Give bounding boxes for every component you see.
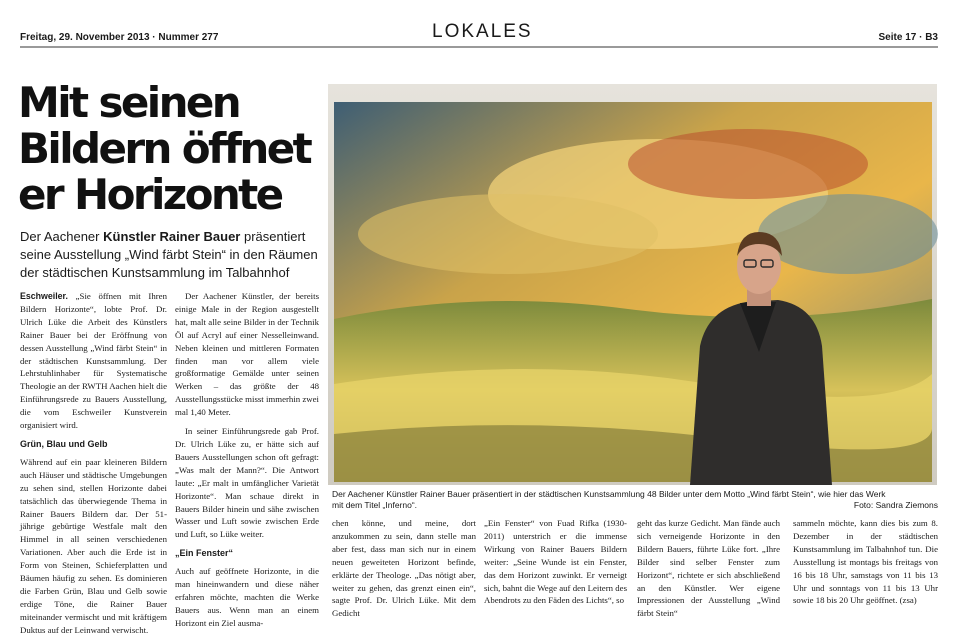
photo-caption (332, 489, 938, 511)
body-paragraph: Während auf ein paar kleineren Bildern auch Häuser und städtische Umgebungen zu sehen sind, stellen Horizonte dabei tatsächlich das überwiegende Thema in Rainer Bauers Bildern dar. Der 51-jährige gebürtige Westfale malt den Himmel in all seinen verschiedenen Variationen. Aber auch die Erde ist in Form von Steinen, Schieferplatten und Bäumen häufig zu sehen. Es dominieren die Farben Grün, Blau und Gelb sowie erdige Töne, die Rainer Bauer miteinander vermischt und mit kräftigem Duktus auf der Leinwand verwischt. (20, 456, 167, 635)
article-headline (18, 80, 318, 218)
body-paragraph: geht das kurze Gedicht. Man fände auch sich verneigende Horizonte in den Bildern Bauers, führte Lüke fort. „Ihre Bilder sind selber Fenster zum Horizont“, richtete er sich abschließend an den Künstler. Wer eigene Impressionen der Ausstellung „Wind färbt Stein“ (637, 518, 780, 619)
body-paragraph: In seiner Einführungsrede gab Prof. Dr. Ulrich Lüke zu, er hätte sich auf Bauers Ausstellungen schon oft gefragt: „Was malt der Mann?“. Die Antwort laute: „Er malt in umfänglicher Varietät Horizonte“. Man schaue direkt in Bauers Bilder hinein und sähe zwischen Wasser und Luft sowie zwischen Erde und Luft, so Lüke weiter. (175, 426, 319, 540)
text-column-2 (175, 290, 319, 628)
issue-date: Freitag, 29. November 2013 · Nummer 277 (20, 32, 219, 43)
text-column-3 (332, 517, 476, 619)
text-column-6 (793, 517, 938, 615)
subheading: Grün, Blau und Gelb (20, 438, 108, 449)
photo-credit: Foto: Sandra Ziemons (853, 500, 938, 510)
header-rule (20, 46, 938, 48)
body-paragraph: chen könne, und meine, dort anzukommen zu sein, dann stelle man aber fest, dass man sich nur in einem neuen geweiteten Horizont befinde, erklärte der Theologe. „Das nötigt aber, weiter zu gehen, das grenzt einen ein“, sagte Prof. Dr. Ulrich Lüke. Mit dem Gedicht (332, 518, 476, 619)
section-title: LOKALES (432, 21, 533, 42)
paragraph-text: „Sie öffnen mit Ihren Bildern Horizonte“, lobte Prof. Dr. Ulrich Lüke die Arbeit des Künstlers Rainer Bauer bei der Eröffnung von dessen Ausstellung „Wind färbt Stein“ in der städtischen Kunstsammlung. Der Lehrstuhlinhaber für Systematische Theologie an der RWTH Aachen hielt die Einführungsrede zu Bauers Ausstellung, die vom Eschweiler Kunstverein organisiert wird. (20, 291, 167, 431)
headline-line: Mit seinen (18, 78, 240, 127)
author-signature: (zsa) (899, 595, 917, 606)
headline-line: Bildern öffnet (18, 124, 311, 173)
article-teaser (20, 228, 325, 282)
paragraph-text: sammeln möchte, kann dies bis zum 8. Dezember in der städtischen Kunstsammlung im Talbahnhof tun. Die Ausstellung ist montags bis freitags von 16 bis 18 Uhr, samstags von 11 bis 13 Uhr und sonntags von 11 bis 13 Uhr sowie 18 bis 20 Uhr geöffnet. (793, 518, 938, 606)
teaser-text: präsentiert (240, 229, 306, 244)
headline-line: er Horizonte (18, 170, 282, 219)
subheading: „Ein Fenster“ (175, 548, 234, 559)
teaser-line (20, 228, 325, 246)
teaser-artist: Künstler Rainer Bauer (103, 229, 241, 244)
text-column-5 (637, 517, 780, 619)
teaser-text: Der Aachener (20, 229, 104, 244)
article-photo (328, 84, 937, 485)
dateline: Eschweiler. (20, 291, 68, 301)
painting-photo (328, 84, 937, 485)
page-number: Seite 17 · B3 (878, 32, 938, 43)
body-paragraph: Der Aachener Künstler, der bereits einige Male in der Region ausgestellt hat, malt alle seine Bilder in der Technik Öl auf Acryl auf einer Nesselleinwand. Neben kleinen und mittleren Formaten finden man vor allem viele großformatige Gemälde unter seinen Werken – das größte der 48 Ausstellungsstücke misst immerhin zwei mal 1,40 Meter. (175, 291, 319, 418)
teaser-line: seine Ausstellung „Wind färbt Stein“ in den Räumen (20, 247, 318, 262)
caption-line: mit dem Titel „Inferno“. (332, 500, 418, 510)
teaser-line: der städtischen Kunstsammlung im Talbahnhof (20, 265, 290, 280)
text-column-1 (20, 290, 167, 635)
body-paragraph (20, 290, 167, 432)
body-paragraph: Auch auf geöffnete Horizonte, in die man hineinwandern und diese näher erfahren möchte, machten die Werke Bauers aus. Wenn man an einem Horizont ein Ziel ausma- (175, 566, 319, 628)
caption-line: Der Aachener Künstler Rainer Bauer präsentiert in der städtischen Kunstsammlung 48 Bilder unter dem Motto „Wind färbt Stein“, wie hier das Werk (332, 489, 886, 499)
page-header (20, 0, 938, 48)
text-column-4 (484, 517, 627, 615)
body-paragraph (793, 517, 938, 607)
body-paragraph: „Ein Fenster“ von Fuad Rifka (1930-2011) unterstrich er die immense Wirkung von Rainer Bauers Bildern weiter: „Seine Wunde ist ein Fenster, das dem Horizont zuwinkt. Er verneigt sich, bahnt die Wege auf den Leitern des Abendrots zu den Fäden des Lichts“, so (484, 518, 627, 606)
